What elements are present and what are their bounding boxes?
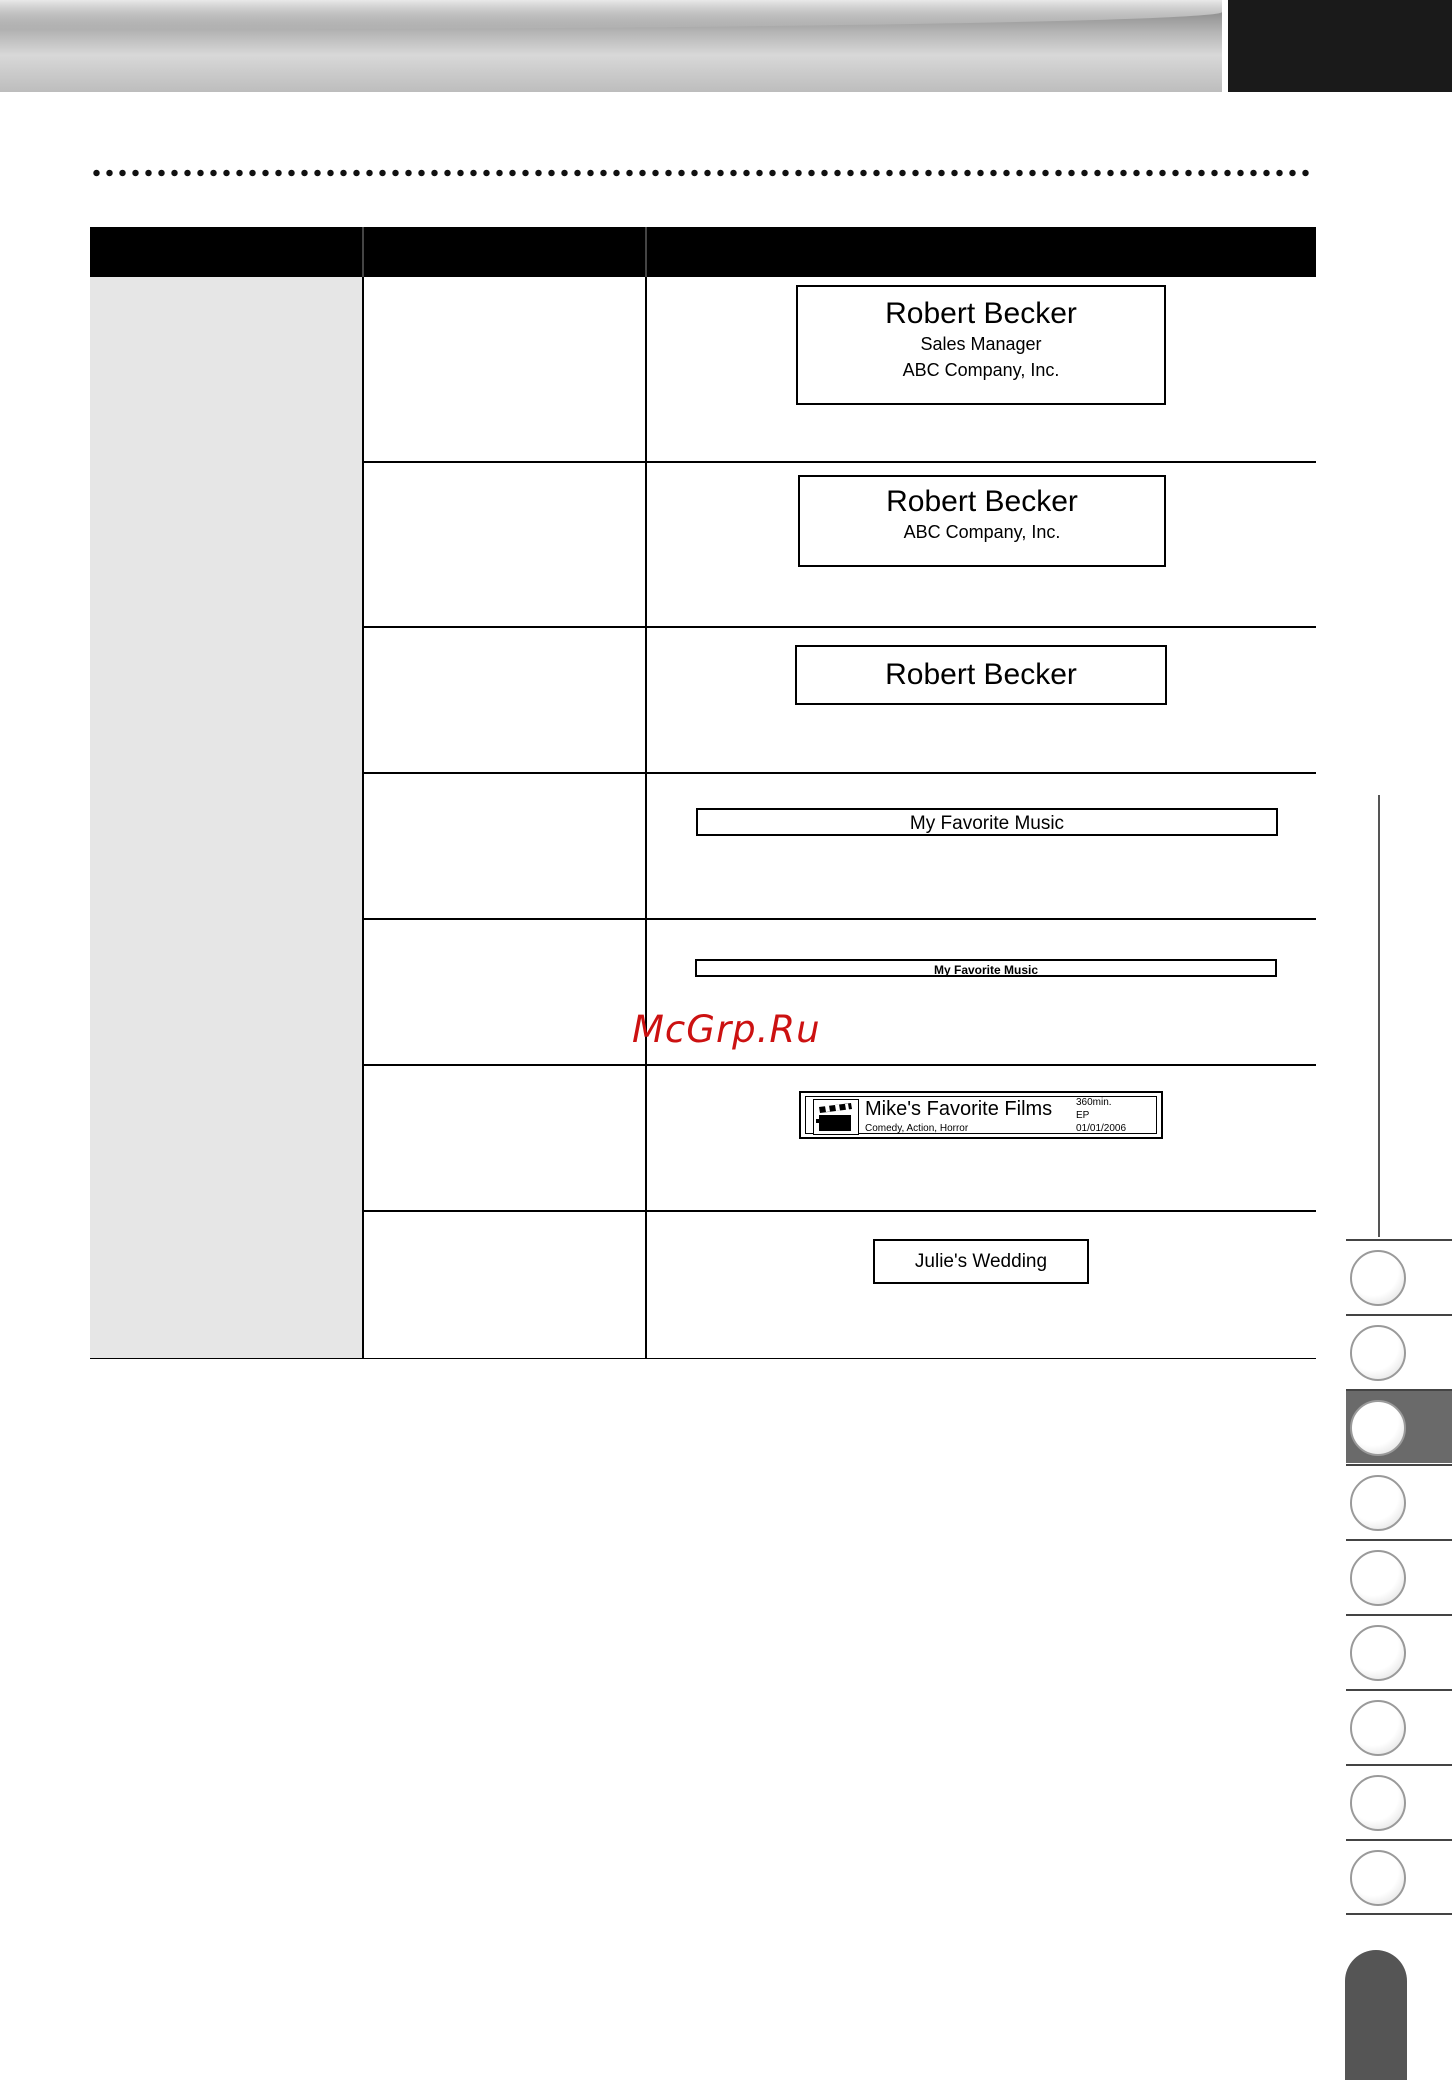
dotted-divider: [90, 169, 1315, 177]
tab-circle-icon: [1350, 1700, 1406, 1756]
tab-circle-icon: [1350, 1475, 1406, 1531]
header-separator: [645, 227, 647, 277]
label-sample-2: [798, 475, 1166, 567]
row-divider: [364, 461, 1316, 463]
label-line: Robert Becker: [885, 297, 1077, 330]
label-meta: 01/01/2006: [1076, 1123, 1127, 1134]
label-title: Mike's Favorite Films: [865, 1098, 1053, 1120]
label-line: My Favorite Music: [909, 813, 1065, 834]
chapter-tab[interactable]: [1346, 1314, 1452, 1388]
label-sample-5: [695, 959, 1277, 977]
row-divider: [364, 918, 1316, 920]
side-tab-bottom-rule: [1346, 1913, 1452, 1915]
label-line: Robert Becker: [885, 658, 1077, 691]
label-line: ABC Company, Inc.: [902, 360, 1060, 380]
chapter-tab[interactable]: [1346, 1464, 1452, 1538]
header-separator: [362, 227, 364, 277]
category-column: [90, 277, 364, 1358]
column-divider: [645, 277, 647, 1358]
side-tab-line: [1378, 795, 1380, 1237]
label-line: Sales Manager: [920, 334, 1042, 354]
label-sample-6: [799, 1091, 1163, 1139]
table-bottom-rule: [90, 1358, 1316, 1359]
row-divider: [364, 772, 1316, 774]
chapter-tab[interactable]: [1346, 1239, 1452, 1313]
row-divider: [364, 1210, 1316, 1212]
tab-circle-icon: [1350, 1775, 1406, 1831]
table-body: [90, 277, 1316, 1358]
chapter-tab-active[interactable]: [1346, 1389, 1452, 1463]
table-header: [90, 227, 1316, 277]
label-sample-3: [795, 645, 1167, 705]
header-corner-block: [1228, 0, 1452, 92]
chapter-tab[interactable]: [1346, 1614, 1452, 1688]
label-line: ABC Company, Inc.: [903, 522, 1061, 542]
label-sample-7: [873, 1239, 1089, 1284]
label-line: Julie's Wedding: [914, 1251, 1048, 1272]
tab-circle-icon: [1350, 1400, 1406, 1456]
tab-circle-icon: [1350, 1325, 1406, 1381]
page-number-tab: [1345, 1950, 1407, 2080]
tab-circle-icon: [1350, 1250, 1406, 1306]
label-sample-1: [796, 285, 1166, 405]
header-band: [0, 0, 1222, 92]
film-clapper-icon: [813, 1099, 859, 1135]
label-subtitle: Comedy, Action, Horror: [865, 1123, 969, 1134]
tab-circle-icon: [1350, 1550, 1406, 1606]
label-meta: EP: [1076, 1110, 1090, 1121]
chapter-tab[interactable]: [1346, 1539, 1452, 1613]
watermark: McGrp.Ru: [632, 1008, 821, 1051]
tab-circle-icon: [1350, 1850, 1406, 1906]
label-meta: 360min.: [1076, 1097, 1112, 1108]
row-divider: [364, 626, 1316, 628]
label-line: Robert Becker: [886, 485, 1078, 518]
label-examples-table: [90, 227, 1316, 1358]
tab-circle-icon: [1350, 1625, 1406, 1681]
chapter-tab[interactable]: [1346, 1839, 1452, 1913]
label-line: My Favorite Music: [933, 963, 1039, 977]
chapter-tab[interactable]: [1346, 1689, 1452, 1763]
row-divider: [364, 1064, 1316, 1066]
chapter-tab[interactable]: [1346, 1764, 1452, 1838]
label-sample-4: [696, 808, 1278, 836]
